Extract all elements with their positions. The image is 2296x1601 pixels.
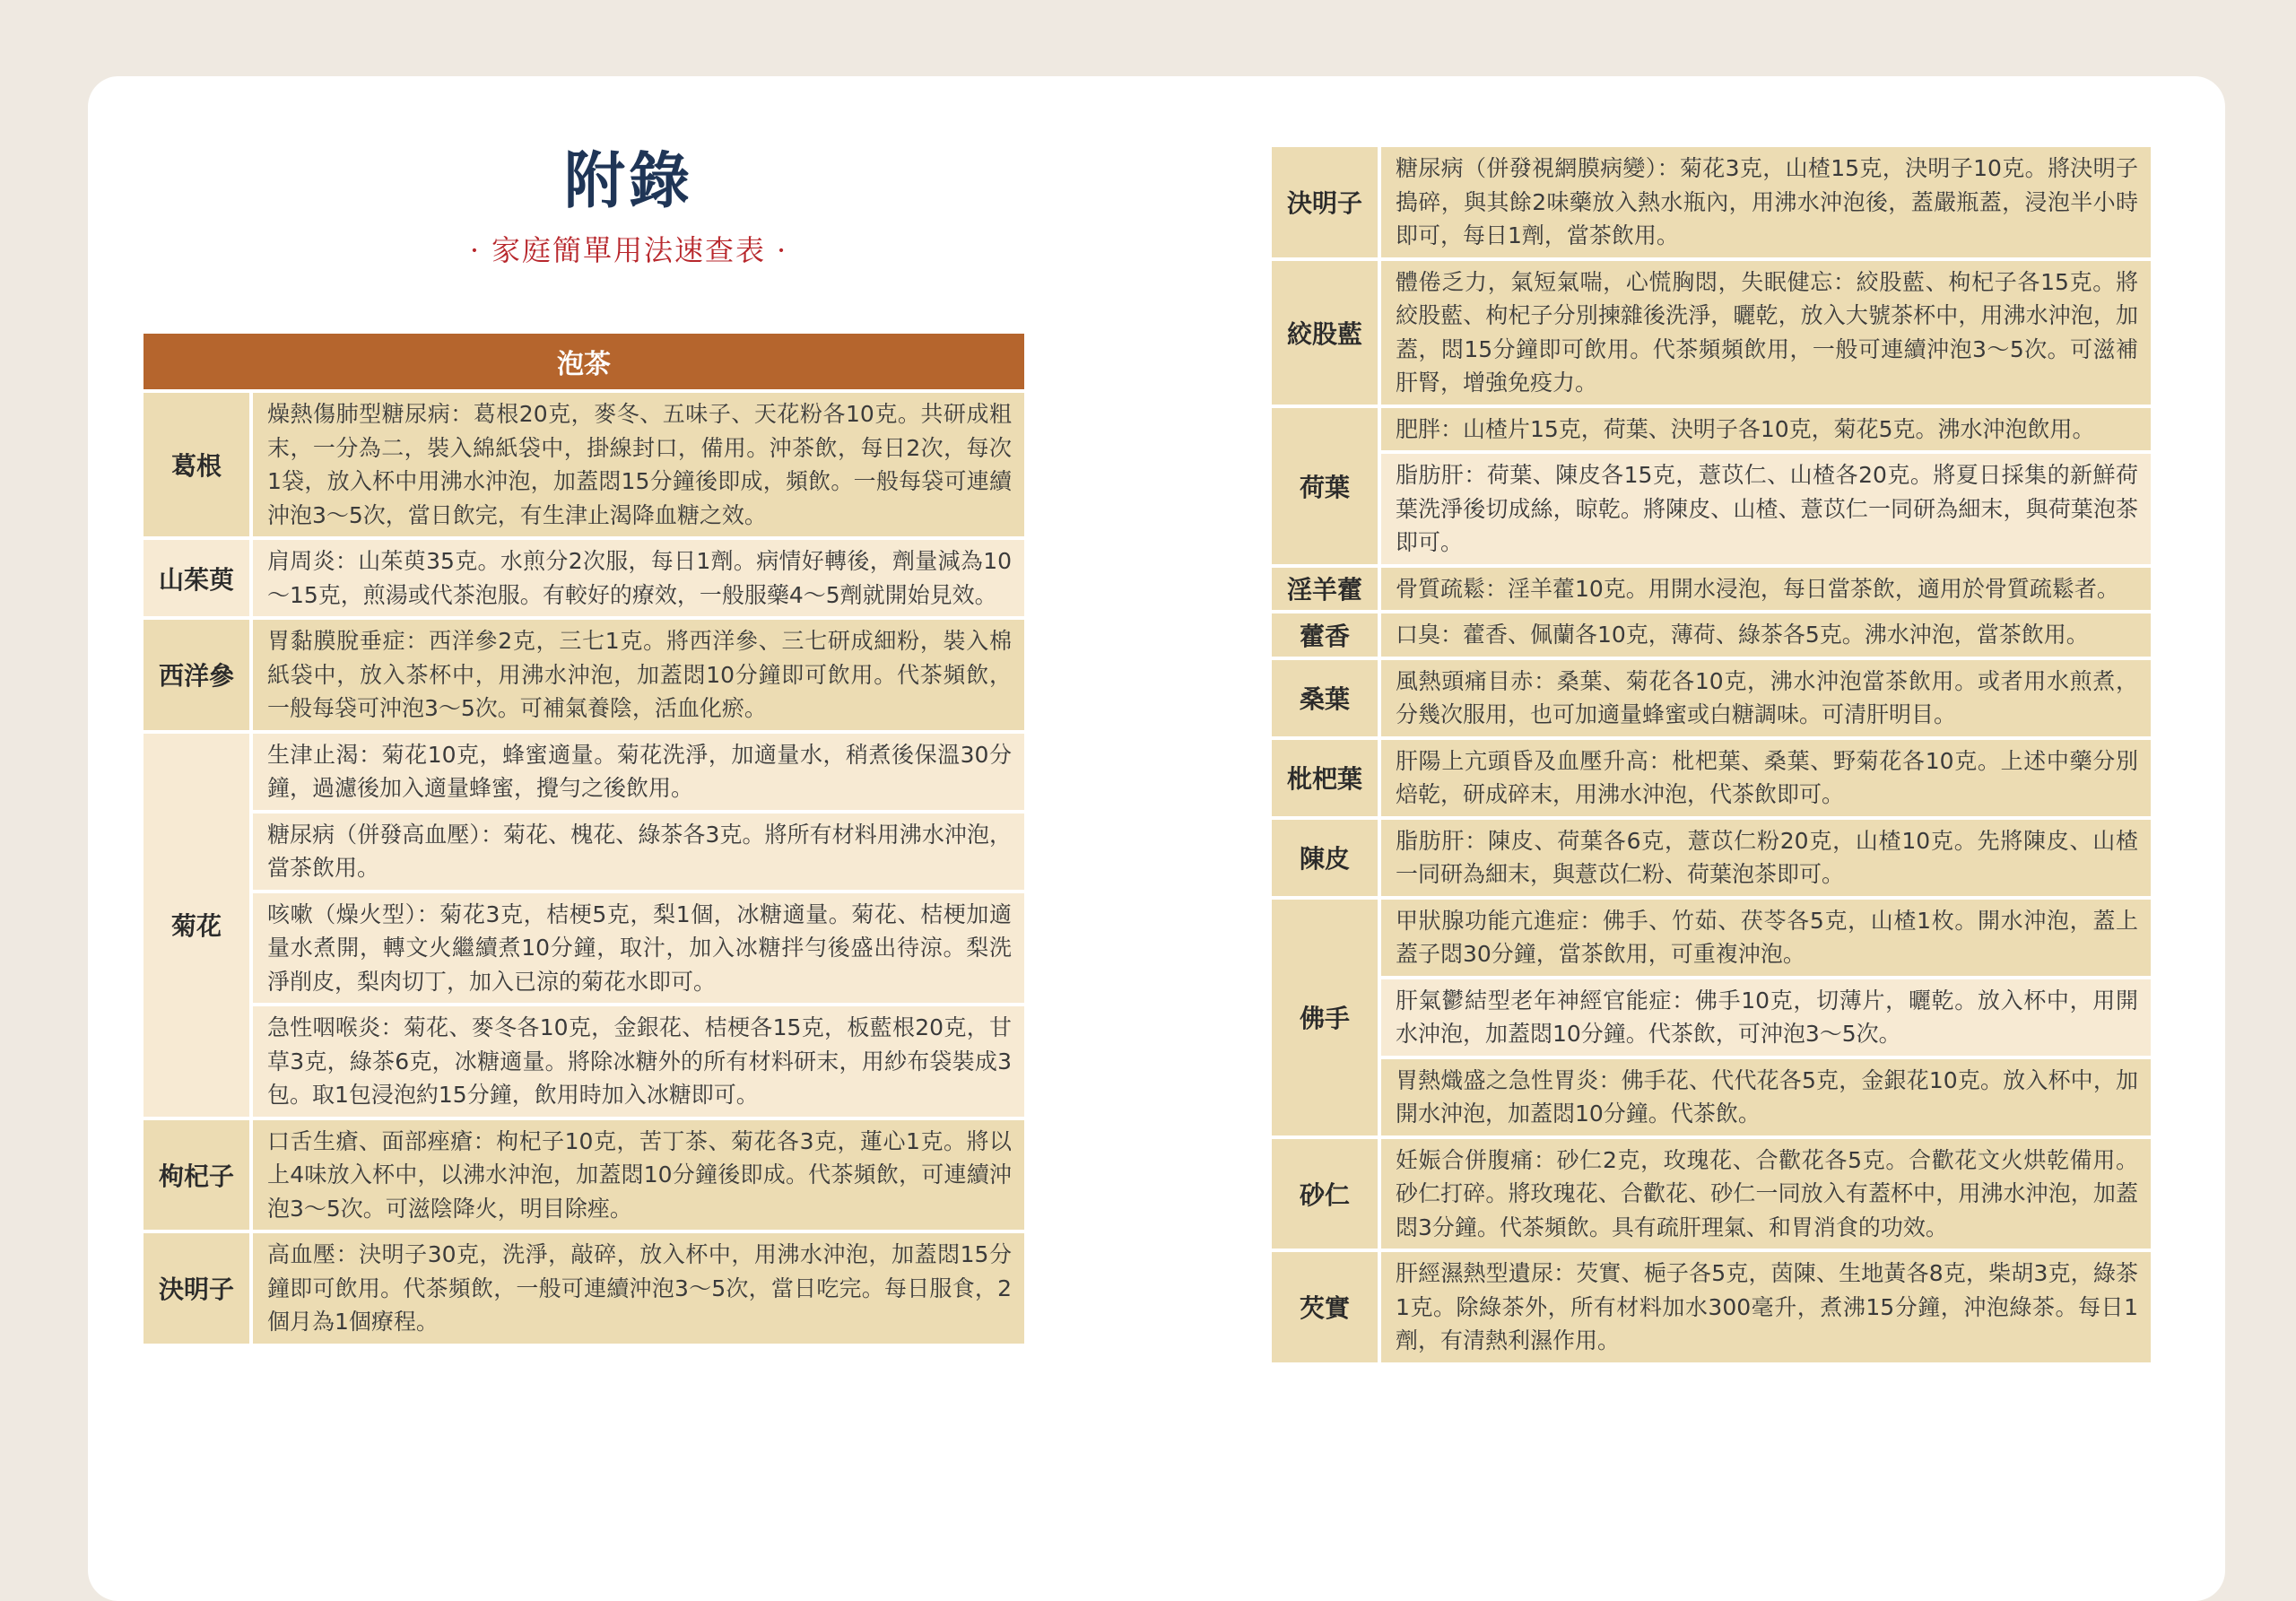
remedy-list xyxy=(1381,613,2151,657)
table-row xyxy=(1272,900,2151,1135)
herb-name: 山茱萸 xyxy=(144,540,249,616)
remedy-entry: 甲狀腺功能亢進症：佛手、竹茹、茯苓各5克，山楂1枚。開水沖泡，蓋上蓋子悶30分鐘，當茶飲用，可重複沖泡。 xyxy=(1381,900,2151,976)
remedy-entry: 肥胖：山楂片15克，荷葉、決明子各10克，菊花5克。沸水沖泡飲用。 xyxy=(1381,408,2151,451)
herb-name: 菊花 xyxy=(144,734,249,1117)
remedy-entry: 肩周炎：山茱萸35克。水煎分2次服，每日1劑。病情好轉後，劑量減為10～15克，煎湯或代茶泡服。有較好的療效，一般服藥4～5劑就開始見效。 xyxy=(253,540,1024,616)
table-row xyxy=(144,1120,1024,1231)
remedy-entry: 肝陽上亢頭昏及血壓升高：枇杷葉、桑葉、野菊花各10克。上述中藥分別焙乾，研成碎末，用沸水沖泡，代茶飲即可。 xyxy=(1381,740,2151,816)
table-row xyxy=(1272,261,2151,405)
page-title: 附錄 xyxy=(563,145,693,217)
herb-name: 枇杷葉 xyxy=(1272,740,1378,816)
page-subtitle xyxy=(144,228,1114,269)
table-header-brew-tea: 泡茶 xyxy=(144,334,1024,389)
remedy-entry: 胃黏膜脫垂症：西洋參2克，三七1克。將西洋參、三七研成細粉，裝入棉紙袋中，放入茶杯中，用沸水沖泡，加蓋悶10分鐘即可飲用。代茶頻飲，一般每袋可沖泡3～5次。可補氣養陰，活血化瘀。 xyxy=(253,620,1024,730)
remedy-entry: 妊娠合併腹痛：砂仁2克，玫瑰花、合歡花各5克。合歡花文火烘乾備用。砂仁打碎。將玫瑰花、合歡花、砂仁一同放入有蓋杯中，用沸水沖泡，加蓋悶3分鐘。代茶頻飲。具有疏肝理氣、和胃消食的功效。 xyxy=(1381,1139,2151,1249)
table-row xyxy=(144,1233,1024,1344)
remedy-entry: 燥熱傷肺型糖尿病：葛根20克，麥冬、五味子、天花粉各10克。共研成粗末，一分為二，裝入綿紙袋中，掛線封口，備用。沖茶飲，每日2次，每次1袋，放入杯中用沸水沖泡，加蓋悶15分鐘後即成，頻飲。一般每袋可連續沖泡3～5次，當日飲完，有生津止渴降血糖之效。 xyxy=(253,393,1024,536)
remedy-list xyxy=(1381,1252,2151,1362)
table-row xyxy=(1272,1139,2151,1249)
herb-name: 淫羊藿 xyxy=(1272,568,1378,611)
remedy-entry: 風熱頭痛目赤：桑葉、菊花各10克，沸水沖泡當茶飲用。或者用水煎煮，分幾次服用，也可加適量蜂蜜或白糖調味。可清肝明目。 xyxy=(1381,660,2151,736)
remedy-entry: 胃熱熾盛之急性胃炎：佛手花、代代花各5克，金銀花10克。放入杯中，加開水沖泡，加蓋悶10分鐘。代茶飲。 xyxy=(1381,1059,2151,1135)
remedy-entry: 肝經濕熱型遺尿：芡實、梔子各5克，茵陳、生地黃各8克，柴胡3克，綠茶1克。除綠茶外，所有材料加水300毫升，煮沸15分鐘，沖泡綠茶。每日1劑，有清熱利濕作用。 xyxy=(1381,1252,2151,1362)
remedy-entry: 口臭：藿香、佩蘭各10克，薄荷、綠茶各5克。沸水沖泡，當茶飲用。 xyxy=(1381,613,2151,657)
remedy-entry: 脂肪肝：陳皮、荷葉各6克，薏苡仁粉20克，山楂10克。先將陳皮、山楂一同研為細末，與薏苡仁粉、荷葉泡茶即可。 xyxy=(1381,820,2151,896)
remedy-list xyxy=(253,1233,1024,1344)
remedy-list xyxy=(1381,900,2151,1135)
herb-name: 決明子 xyxy=(144,1233,249,1344)
remedy-list xyxy=(1381,660,2151,736)
right-remedy-table xyxy=(1272,147,2151,1366)
remedy-list xyxy=(253,540,1024,616)
remedy-list xyxy=(1381,1139,2151,1249)
table-row xyxy=(144,620,1024,730)
table-row xyxy=(1272,568,2151,611)
table-row xyxy=(1272,660,2151,736)
herb-name: 陳皮 xyxy=(1272,820,1378,896)
remedy-list xyxy=(1381,147,2151,257)
herb-name: 枸杞子 xyxy=(144,1120,249,1231)
remedy-entry: 糖尿病（併發視網膜病變）：菊花3克，山楂15克，決明子10克。將決明子搗碎，與其餘2味藥放入熱水瓶內，用沸水沖泡後，蓋嚴瓶蓋，浸泡半小時即可，每日1劑，當茶飲用。 xyxy=(1381,147,2151,257)
table-row xyxy=(144,734,1024,1117)
remedy-entry: 口舌生瘡、面部痤瘡：枸杞子10克，苦丁茶、菊花各3克，蓮心1克。將以上4味放入杯中，以沸水沖泡，加蓋悶10分鐘後即成。代茶頻飲，可連續沖泡3～5次。可滋陰降火，明目除痤。 xyxy=(253,1120,1024,1231)
subtitle-text: 家庭簡單用法速查表 xyxy=(491,233,766,267)
herb-name: 絞股藍 xyxy=(1272,261,1378,405)
table-row xyxy=(1272,408,2151,564)
herb-name: 葛根 xyxy=(144,393,249,536)
herb-name: 決明子 xyxy=(1272,147,1378,257)
remedy-list xyxy=(1381,740,2151,816)
remedy-entry: 體倦乏力，氣短氣喘，心慌胸悶，失眠健忘：絞股藍、枸杞子各15克。將絞股藍、枸杞子分別揀雜後洗淨，曬乾，放入大號茶杯中，用沸水沖泡，加蓋，悶15分鐘即可飲用。代茶頻頻飲用，一般可連續沖泡3～5次。可滋補肝腎，增強免疫力。 xyxy=(1381,261,2151,405)
remedy-list xyxy=(253,734,1024,1117)
left-remedy-table xyxy=(144,334,1024,1347)
remedy-entry: 急性咽喉炎：菊花、麥冬各10克，金銀花、桔梗各15克，板藍根20克，甘草3克，綠茶6克，冰糖適量。將除冰糖外的所有材料研末，用紗布袋裝成3包。取1包浸泡約15分鐘，飲用時加入冰糖即可。 xyxy=(253,1006,1024,1117)
herb-name: 芡實 xyxy=(1272,1252,1378,1362)
remedy-list xyxy=(253,620,1024,730)
herb-name: 藿香 xyxy=(1272,613,1378,657)
table-row xyxy=(1272,147,2151,257)
herb-name: 西洋參 xyxy=(144,620,249,730)
remedy-list xyxy=(253,1120,1024,1231)
remedy-entry: 生津止渴：菊花10克，蜂蜜適量。菊花洗淨，加適量水，稍煮後保溫30分鐘，過濾後加入適量蜂蜜，攪勻之後飲用。 xyxy=(253,734,1024,810)
subtitle-dot-left: · xyxy=(469,233,481,267)
herb-name: 桑葉 xyxy=(1272,660,1378,736)
table-row xyxy=(1272,820,2151,896)
remedy-entry: 糖尿病（併發高血壓）：菊花、槐花、綠茶各3克。將所有材料用沸水沖泡，當茶飲用。 xyxy=(253,814,1024,890)
table-row xyxy=(144,540,1024,616)
table-row xyxy=(1272,1252,2151,1362)
remedy-list xyxy=(1381,408,2151,564)
table-row xyxy=(144,393,1024,536)
subtitle-dot-right: · xyxy=(777,233,788,267)
remedy-entry: 高血壓：決明子30克，洗淨，敲碎，放入杯中，用沸水沖泡，加蓋悶15分鐘即可飲用。代茶頻飲，一般可連續沖泡3～5次，當日吃完。每日服食，2個月為1個療程。 xyxy=(253,1233,1024,1344)
remedy-list xyxy=(1381,568,2151,611)
remedy-list xyxy=(1381,820,2151,896)
remedy-entry: 骨質疏鬆：淫羊藿10克。用開水浸泡，每日當茶飲，適用於骨質疏鬆者。 xyxy=(1381,568,2151,611)
remedy-list xyxy=(1381,261,2151,405)
remedy-entry: 肝氣鬱結型老年神經官能症：佛手10克，切薄片，曬乾。放入杯中，用開水沖泡，加蓋悶10分鐘。代茶飲，可沖泡3～5次。 xyxy=(1381,979,2151,1056)
table-row xyxy=(1272,740,2151,816)
table-row xyxy=(1272,613,2151,657)
herb-name: 砂仁 xyxy=(1272,1139,1378,1249)
remedy-entry: 咳嗽（燥火型）：菊花3克，桔梗5克，梨1個，冰糖適量。菊花、桔梗加適量水煮開，轉文火繼續煮10分鐘，取汁，加入冰糖拌勻後盛出待涼。梨洗淨削皮，梨肉切丁，加入已涼的菊花水即可。 xyxy=(253,893,1024,1004)
remedy-entry: 脂肪肝：荷葉、陳皮各15克，薏苡仁、山楂各20克。將夏日採集的新鮮荷葉洗淨後切成絲，晾乾。將陳皮、山楂、薏苡仁一同研為細末，與荷葉泡茶即可。 xyxy=(1381,454,2151,564)
remedy-list xyxy=(253,393,1024,536)
herb-name: 荷葉 xyxy=(1272,408,1378,564)
herb-name: 佛手 xyxy=(1272,900,1378,1135)
